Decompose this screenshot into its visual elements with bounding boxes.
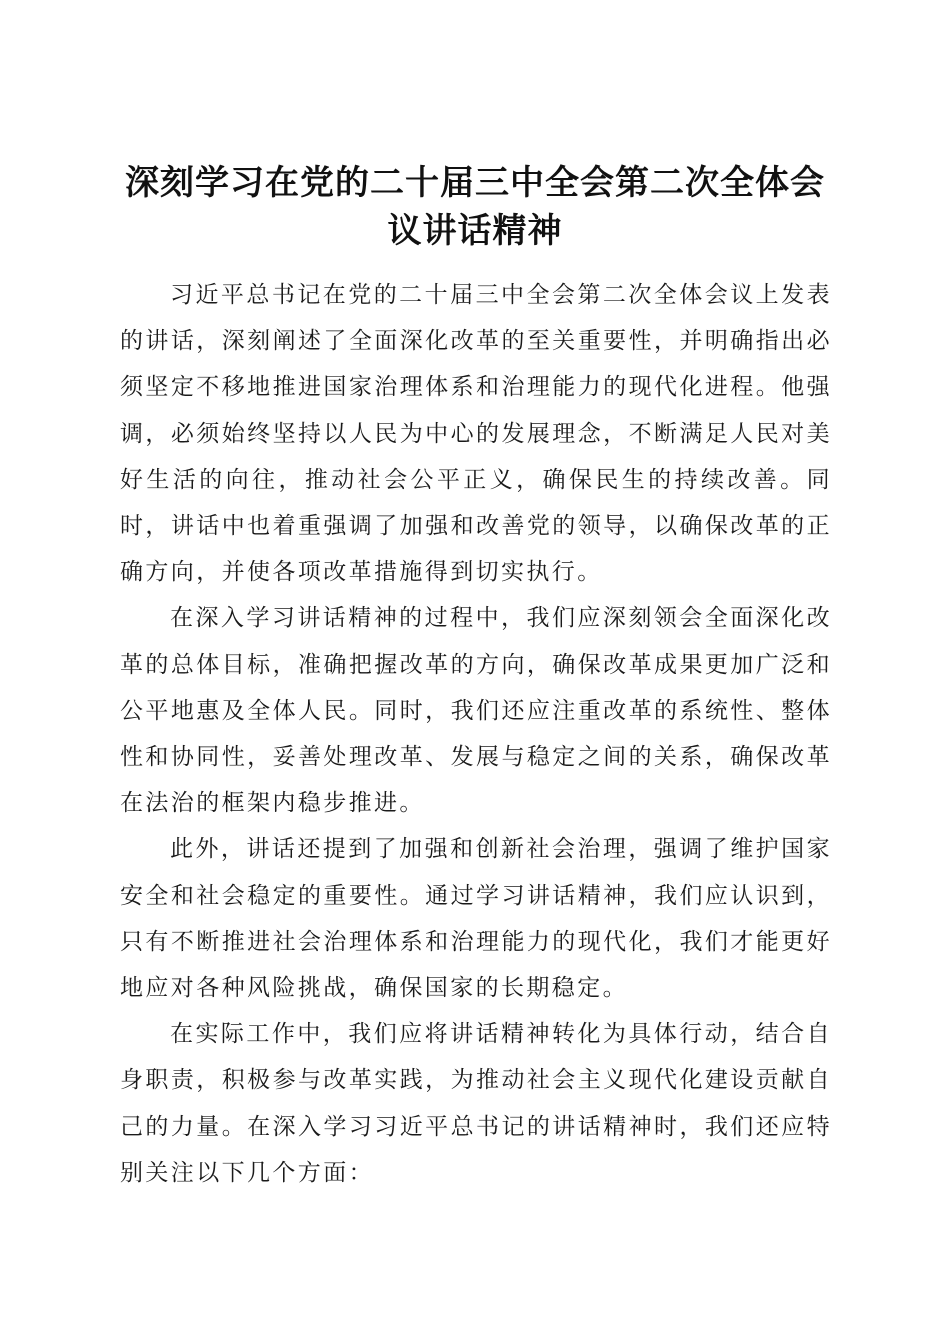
title-line-1: 深刻学习在党的二十届三中全会第二次全体会 (125, 162, 825, 203)
document-title (110, 159, 840, 255)
paragraph-4: 在实际工作中，我们应将讲话精神转化为具体行动，结合自身职责，积极参与改革实践，为推动社会主义现代化建设贡献自己的力量。在深入学习习近平总书记的讲话精神时，我们还应特别关注以下几个方面： (120, 1021, 832, 1186)
title-line-2: 议讲话精神 (387, 210, 563, 251)
paragraph-3: 此外，讲话还提到了加强和创新社会治理，强调了维护国家安全和社会稳定的重要性。通过学习讲话精神，我们应认识到，只有不断推进社会治理体系和治理能力的现代化，我们才能更好地应对各种风险挑战，确保国家的长期稳定。 (120, 836, 832, 1002)
document-body (120, 272, 832, 1196)
paragraph-1: 习近平总书记在党的二十届三中全会第二次全体会议上发表的讲话，深刻阐述了全面深化改革的至关重要性，并明确指出必须坚定不移地推进国家治理体系和治理能力的现代化进程。他强调，必须始终坚持以人民为中心的发展理念，不断满足人民对美好生活的向往，推动社会公平正义，确保民生的持续改善。同时，讲话中也着重强调了加强和改善党的领导，以确保改革的正确方向，并使各项改革措施得到切实执行。 (120, 282, 832, 586)
paragraph-2: 在深入学习讲话精神的过程中，我们应深刻领会全面深化改革的总体目标，准确把握改革的方向，确保改革成果更加广泛和公平地惠及全体人民。同时，我们还应注重改革的系统性、整体性和协同性，妥善处理改革、发展与稳定之间的关系，确保改革在法治的框架内稳步推进。 (120, 605, 832, 817)
